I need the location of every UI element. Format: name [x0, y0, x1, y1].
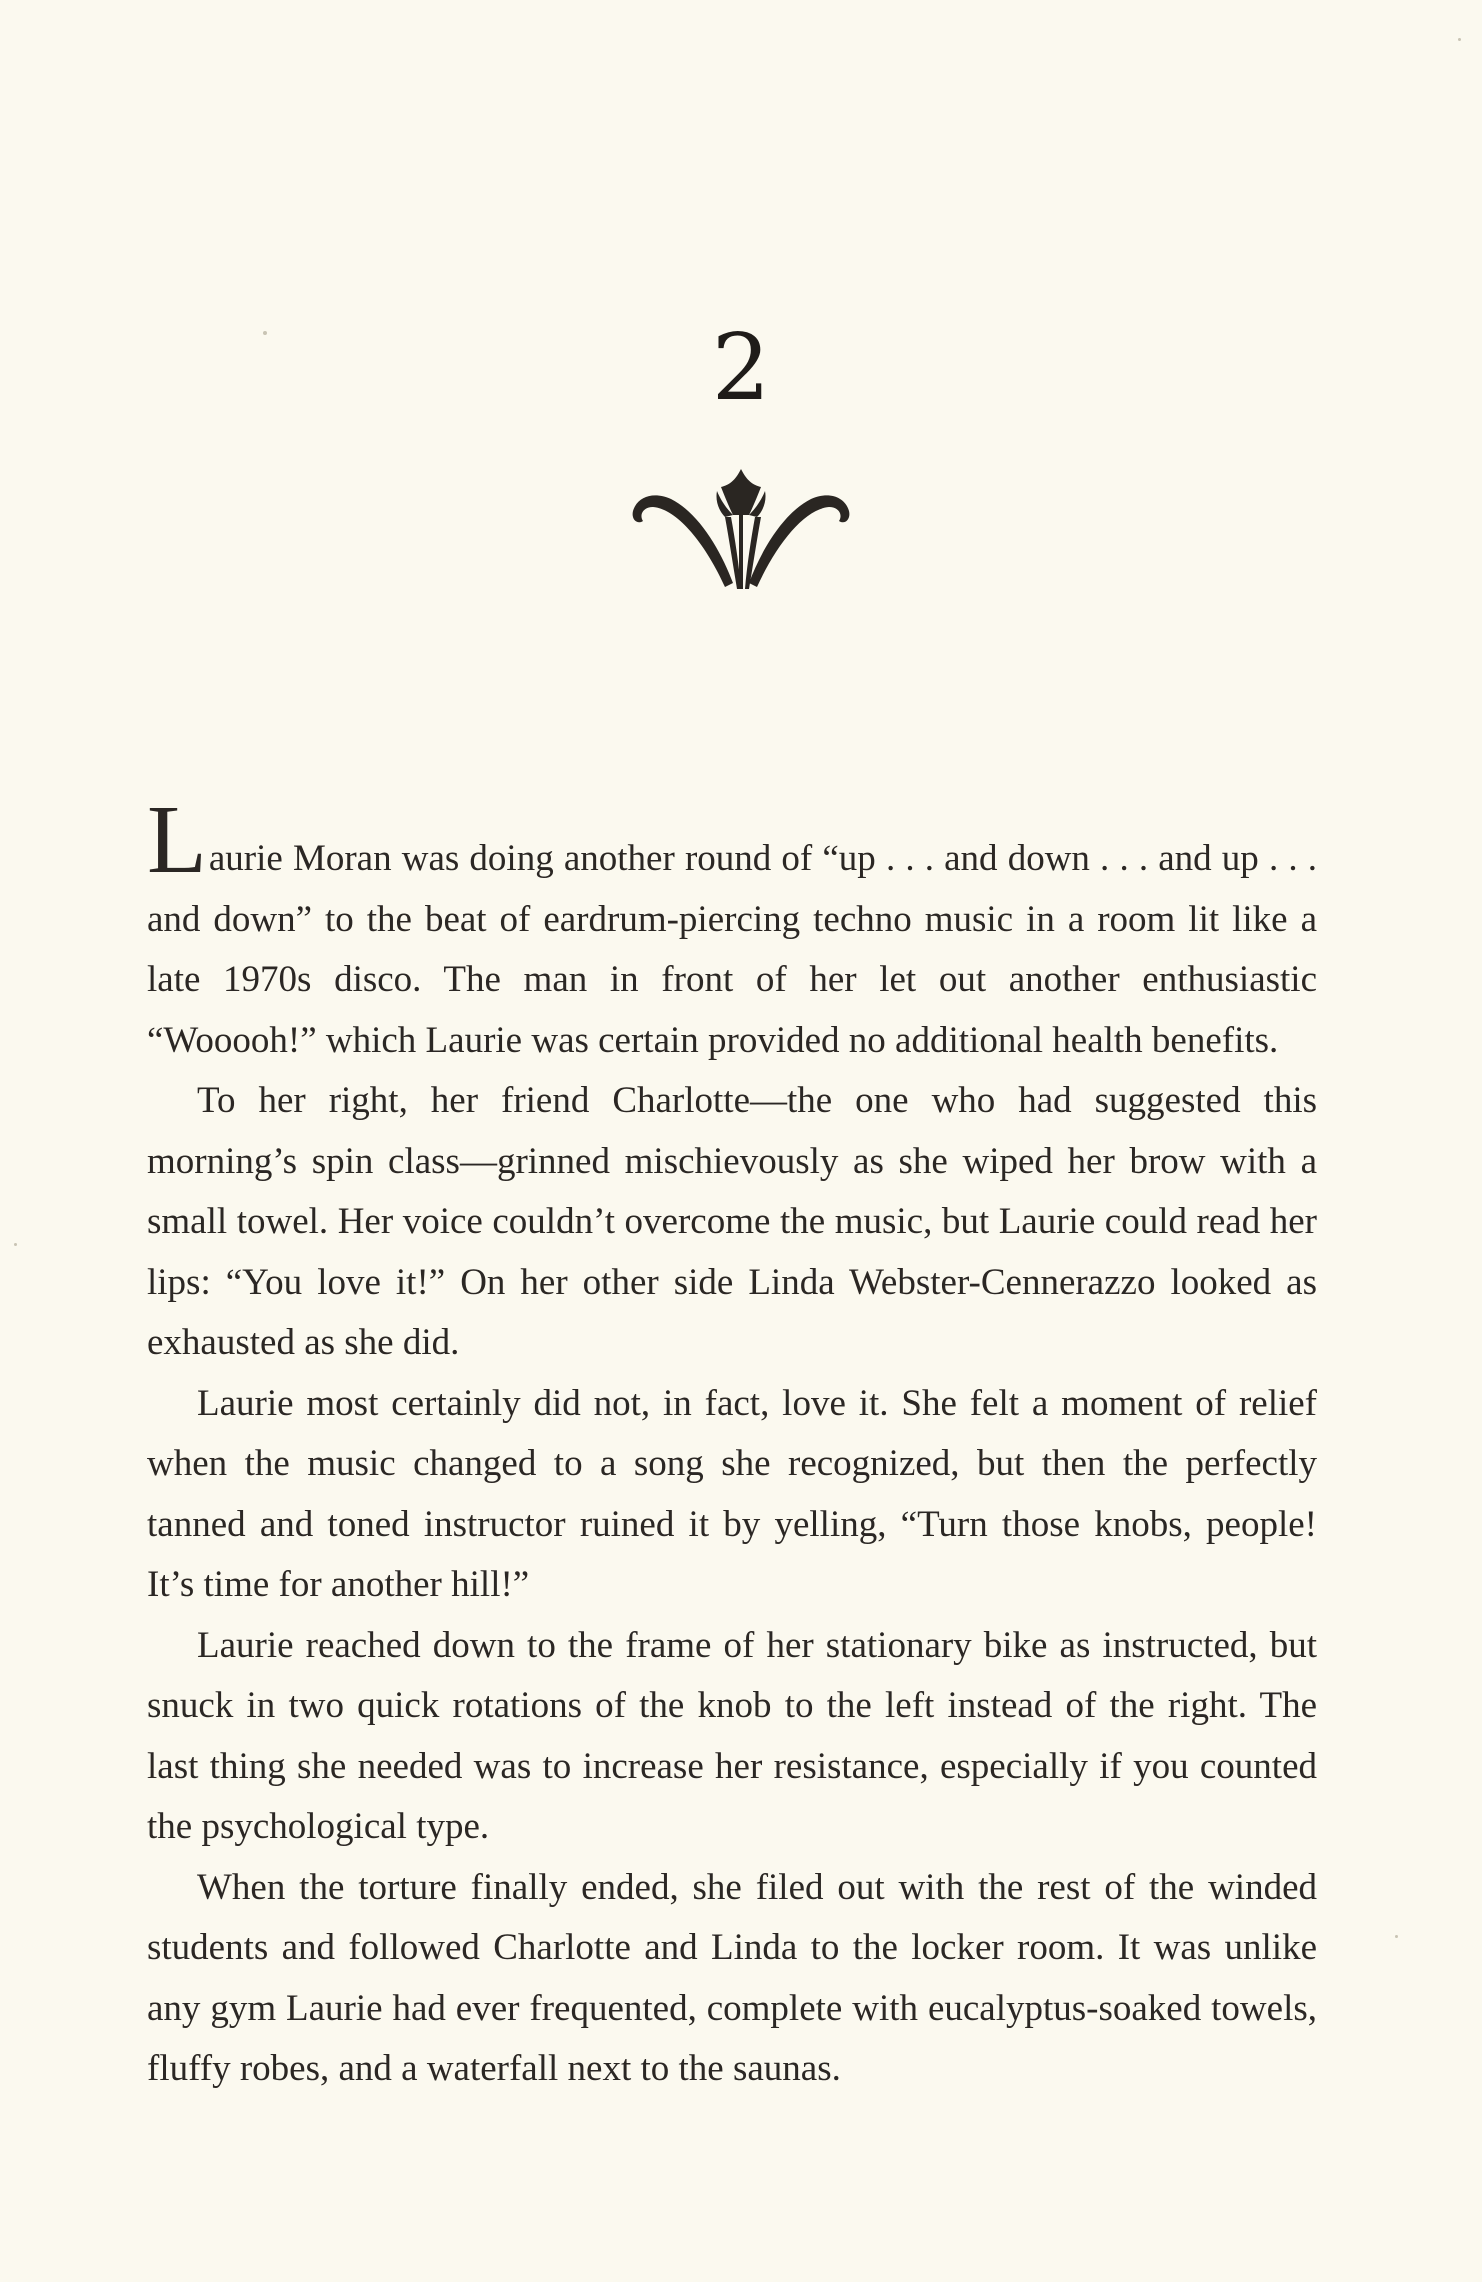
paper-speck	[14, 1243, 17, 1246]
paper-speck	[1458, 38, 1461, 41]
paragraph: When the torture finally ended, she filed out with the rest of the winded students and followed Charlotte and Linda to the locker room. It was unlike any gym Laurie had ever frequented, complete with eucalyptus-soaked towels, fluffy robes, and a waterfall next to the saunas.	[147, 1866, 1317, 2089]
drop-cap: L	[147, 786, 207, 894]
paragraph: To her right, her friend Charlotte—the one who had suggested this morning’s spin class—grinned mischievously as she wiped her brow with a small towel. Her voice couldn’t overcome the music, but Laurie could read her lips: “You love it!” On her other side Linda Webster-Cennerazzo looked as exhausted as she did.	[147, 1080, 1317, 1363]
chapter-number: 2	[711, 314, 771, 421]
fleuron-ornament-icon	[621, 455, 861, 595]
paper-speck	[263, 331, 267, 335]
paragraph-text: aurie Moran was doing another round of “up . . . and down . . . and up . . . and down” to the beat of eardrum-piercing techno music in a room lit like a late 1970s disco. The man in front of her let out another enthusiastic “Wooooh!” which Laurie was certain provided no additional health benefits.	[147, 838, 1317, 1061]
paragraph: Laurie reached down to the frame of her stationary bike as instructed, but snuck in two quick rotations of the knob to the left instead of the right. The last thing she needed was to increase her resistance, especially if you counted the psychological type.	[147, 1624, 1317, 1847]
paragraph: Laurie most certainly did not, in fact, love it. She felt a moment of relief when the music changed to a song she recognized, but then the perfectly tanned and toned instructor ruined it by yelling, “Turn those knobs, people! It’s time for another hill!”	[147, 1382, 1317, 1605]
paragraph	[147, 786, 1317, 1071]
chapter-body-text	[147, 786, 1317, 2100]
paper-speck	[1395, 1935, 1398, 1938]
